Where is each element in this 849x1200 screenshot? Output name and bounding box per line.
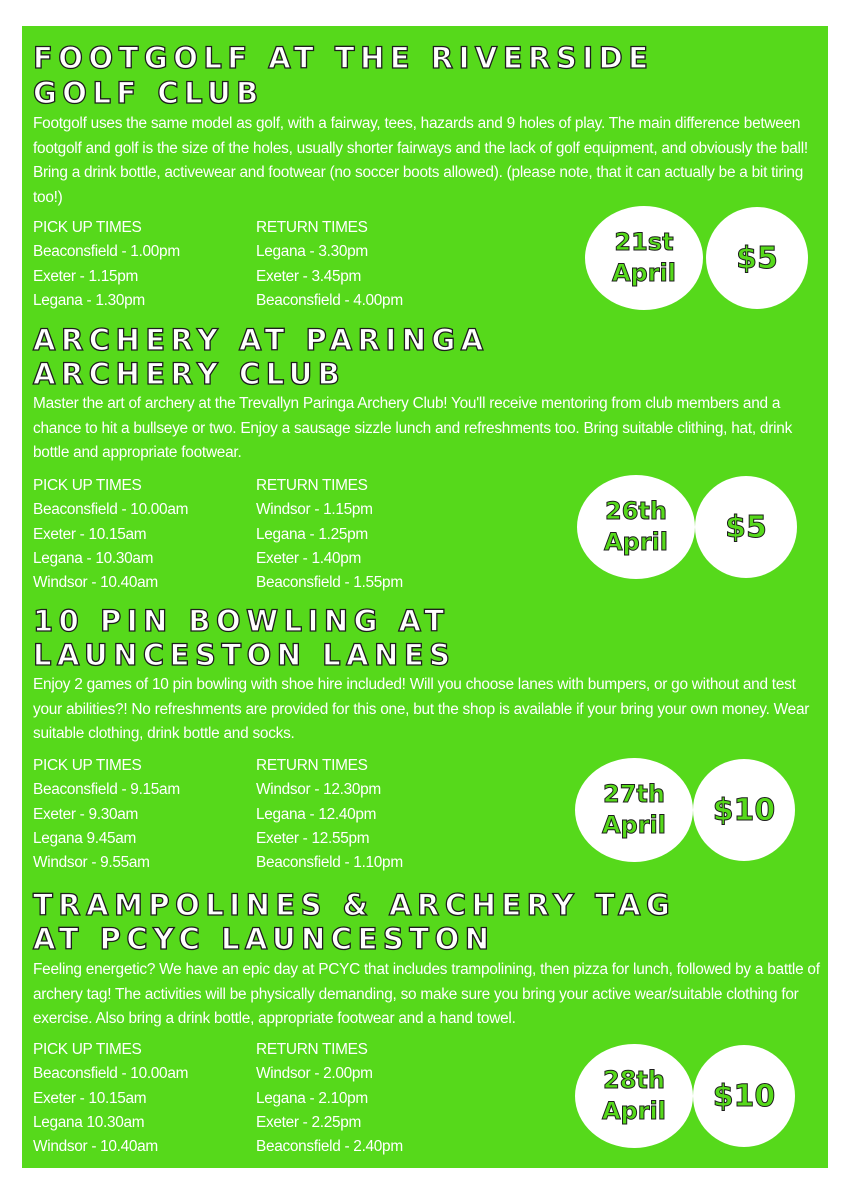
return-time-item: Exeter - 2.25pm: [256, 1113, 361, 1131]
return-times-header: RETURN TIMES: [256, 1041, 368, 1058]
return-time-item: Legana - 1.25pm: [256, 525, 368, 543]
return-time-item: Exeter - 3.45pm: [256, 267, 361, 285]
return-time-item: Beaconsfield - 4.00pm: [256, 291, 403, 309]
event-title-line1: FOOTGOLF AT THE RIVERSIDE: [33, 41, 654, 75]
pickup-times-header: PICK UP TIMES: [33, 1041, 142, 1058]
pickup-time-item: Beaconsfield - 10.00am: [33, 501, 189, 519]
pickup-times-header: PICK UP TIMES: [33, 219, 142, 236]
return-time-item: Windsor - 1.15pm: [256, 501, 373, 519]
price-badge: $5: [695, 476, 797, 578]
return-times: [256, 216, 403, 313]
event-title-line2: GOLF CLUB: [33, 76, 264, 110]
pickup-time-item: Exeter - 1.15pm: [33, 267, 138, 285]
return-time-item: Beaconsfield - 1.10pm: [256, 854, 403, 872]
date-day: 26th: [605, 497, 667, 525]
event-description: Master the art of archery at the Trevallyn Paringa Archery Club! You'll receive mentoring from club members and a chance to hit a bullseye or two. Enjoy a sausage sizzle lunch and refreshments too. Bring suitable clithing, hat, drink bottle and appropriate footwear.: [33, 395, 793, 461]
return-times-header: RETURN TIMES: [256, 477, 368, 494]
price-badge: $5: [706, 207, 808, 309]
return-times: [256, 754, 403, 875]
pickup-time-item: Legana 10.30am: [33, 1113, 145, 1131]
return-time-item: Beaconsfield - 2.40pm: [256, 1138, 403, 1156]
event-title-line2: AT PCYC LAUNCESTON: [33, 922, 495, 956]
return-time-item: Windsor - 12.30pm: [256, 781, 381, 799]
pickup-times: [33, 1038, 188, 1159]
return-time-item: Legana - 12.40pm: [256, 805, 377, 823]
date-badge: [575, 1044, 693, 1148]
pickup-time-item: Exeter - 10.15am: [33, 1089, 147, 1107]
pickup-time-item: Legana 9.45am: [33, 829, 137, 847]
pickup-time-item: Exeter - 9.30am: [33, 805, 138, 823]
date-month: April: [603, 528, 669, 556]
date-badge: [577, 475, 695, 579]
pickup-time-item: Beaconsfield - 1.00pm: [33, 243, 180, 261]
pickup-time-item: Legana - 10.30am: [33, 549, 154, 567]
pickup-time-item: Exeter - 10.15am: [33, 525, 147, 543]
pickup-times: [33, 216, 180, 313]
pickup-times-header: PICK UP TIMES: [33, 477, 142, 494]
event-title-line1: ARCHERY AT PARINGA: [33, 323, 489, 357]
return-times-header: RETURN TIMES: [256, 757, 368, 774]
pickup-times: [33, 474, 188, 595]
date-month: April: [601, 811, 667, 839]
event-description: Feeling energetic? We have an epic day at PCYC that includes trampolining, then pizza for lunch, followed by a battle of archery tag! The activities will be physically demanding, so make sure you bring your active wear/suitable clothing for exercise. Also bring a drink bottle, appropriate footwear and a hand towel.: [33, 961, 820, 1027]
flyer-panel: [22, 26, 828, 1168]
pickup-time-item: Windsor - 10.40am: [33, 1138, 158, 1156]
pickup-time-item: Beaconsfield - 9.15am: [33, 781, 180, 799]
price-badge: $10: [693, 759, 795, 861]
event-title-line1: 10 PIN BOWLING AT: [33, 604, 450, 638]
pickup-times: [33, 754, 180, 875]
return-time-item: Legana - 3.30pm: [256, 243, 368, 261]
date-day: 28th: [603, 1066, 665, 1094]
date-badge: [585, 206, 703, 310]
price-badge: $10: [693, 1045, 795, 1147]
return-times-header: RETURN TIMES: [256, 219, 368, 236]
return-time-item: Exeter - 12.55pm: [256, 829, 370, 847]
event-title-line2: LAUNCESTON LANES: [33, 638, 456, 672]
return-times: [256, 474, 403, 595]
return-time-item: Beaconsfield - 1.55pm: [256, 574, 403, 592]
return-times: [256, 1038, 403, 1159]
return-time-item: Exeter - 1.40pm: [256, 549, 361, 567]
return-time-item: Legana - 2.10pm: [256, 1089, 368, 1107]
event-title-line2: ARCHERY CLUB: [33, 357, 346, 391]
pickup-times-header: PICK UP TIMES: [33, 757, 142, 774]
event-description: Footgolf uses the same model as golf, with a fairway, tees, hazards and 9 holes of play. The main difference between footgolf and golf is the size of the holes, usually shorter fairways and the lack of golf equipment, and obviously the ball! Bring a drink bottle, activewear and footwear (no soccer boots allowed). (please note, that it can actually be a bit tiring too!): [33, 115, 808, 206]
event-description: Enjoy 2 games of 10 pin bowling with shoe hire included! Will you choose lanes with bumpers, or go without and test your abilities?! No refreshments are provided for this one, but the shop is available if your bring your own money. Wear suitable clothing, drink bottle and socks.: [33, 676, 810, 742]
date-day: 27th: [603, 780, 665, 808]
pickup-time-item: Windsor - 9.55am: [33, 854, 150, 872]
date-day: 21st: [614, 228, 674, 256]
pickup-time-item: Windsor - 10.40am: [33, 574, 158, 592]
pickup-time-item: Beaconsfield - 10.00am: [33, 1065, 189, 1083]
date-month: April: [611, 259, 677, 287]
date-month: April: [601, 1097, 667, 1125]
return-time-item: Windsor - 2.00pm: [256, 1065, 373, 1083]
event-title-line1: TRAMPOLINES & ARCHERY TAG: [33, 888, 676, 922]
pickup-time-item: Legana - 1.30pm: [33, 291, 145, 309]
date-badge: [575, 758, 693, 862]
